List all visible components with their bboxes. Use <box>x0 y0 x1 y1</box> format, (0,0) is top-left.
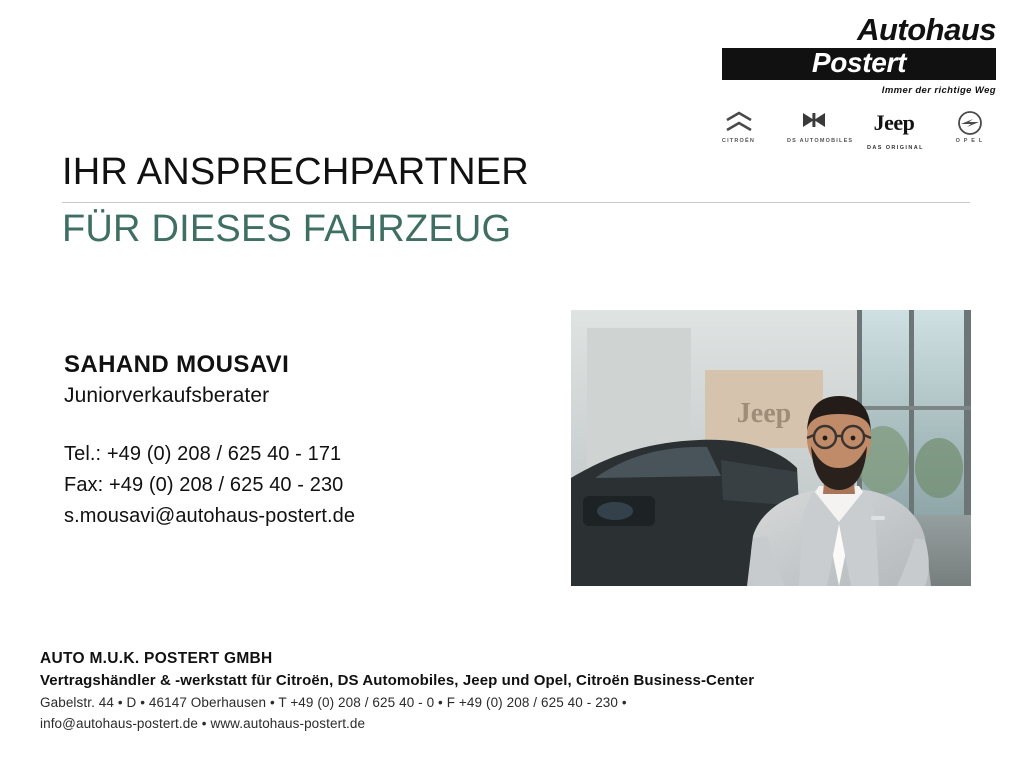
brand-opel-label: O P E L <box>955 137 984 144</box>
footer-address: Gabelstr. 44 • D • 46147 Oberhausen • T +49 (0) 208 / 625 40 - 0 • F +49 (0) 208 / 625 40 - 230 • <box>40 694 627 710</box>
footer-block <box>40 648 990 735</box>
jeep-tagline: DAS ORIGINAL <box>867 144 924 151</box>
contact-fax: Fax: +49 (0) 208 / 625 40 - 230 <box>64 474 344 497</box>
brand-citroen <box>716 110 761 144</box>
contact-details <box>64 439 534 532</box>
headline-secondary: FÜR DIESES FAHRZEUG <box>62 208 512 251</box>
footer-company: AUTO M.U.K. POSTERT GMBH <box>40 650 273 667</box>
brand-ds-automobiles <box>787 110 854 144</box>
contact-phone: Tel.: +49 (0) 208 / 625 40 - 171 <box>64 443 342 466</box>
contact-role: Juniorverkaufsberater <box>64 384 270 407</box>
contact-photo <box>571 310 971 586</box>
contact-block <box>64 350 534 532</box>
footer-contact[interactable]: info@autohaus-postert.de • www.autohaus-postert.de <box>40 715 366 731</box>
svg-text:Jeep: Jeep <box>736 398 792 429</box>
footer-description: Vertragshändler & -werkstatt für Citroën, DS Automobiles, Jeep und Opel, Citroën Business-Center <box>40 672 755 690</box>
opel-blitz-icon <box>947 110 992 136</box>
dealer-slogan: Immer der richtige Weg <box>881 84 996 96</box>
dealer-logo-line2: Postert <box>811 46 907 78</box>
brand-opel <box>947 110 992 144</box>
dealer-logo-line1: Autohaus <box>857 12 996 47</box>
brand-citroen-label: CITROËN <box>721 137 756 144</box>
ds-icon <box>787 110 841 136</box>
contact-email[interactable]: s.mousavi@autohaus-postert.de <box>64 505 356 528</box>
brand-logo-row <box>716 110 996 154</box>
headline-block <box>62 152 972 250</box>
jeep-wordmark: Jeep <box>873 109 915 135</box>
brand-ds-label: DS AUTOMOBILES <box>787 137 854 144</box>
headline-primary: IHR ANSPRECHPARTNER <box>62 151 529 193</box>
dealer-logo-line2-wrap <box>722 44 996 84</box>
brand-jeep <box>867 109 924 154</box>
dealer-wordmark <box>722 14 996 96</box>
citroen-chevrons-icon <box>716 110 761 136</box>
dealer-logo-block <box>716 14 996 154</box>
headline-divider <box>62 202 970 203</box>
contact-name: SAHAND MOUSAVI <box>64 351 290 378</box>
